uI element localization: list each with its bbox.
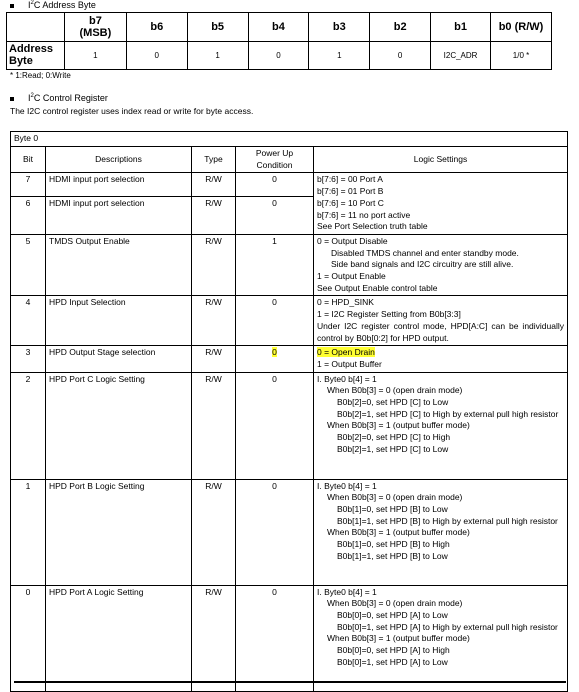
highlighted-value: 0 xyxy=(272,347,277,358)
value-b0: 1/0 * xyxy=(491,41,552,70)
logic-line: See Output Enable control table xyxy=(317,282,438,293)
cell-power-up: 0 xyxy=(236,479,314,585)
cell-description: HPD Port A Logic Setting xyxy=(46,585,192,691)
cell-power-up: 1 xyxy=(236,234,314,296)
cell-bit: 0 xyxy=(11,585,46,691)
logic-line: I. Byte0 b[4] = 1 xyxy=(317,586,377,597)
cell-logic-settings xyxy=(314,296,568,346)
col-header-descriptions: Descriptions xyxy=(46,147,192,173)
header-b5: b5 xyxy=(187,13,248,42)
logic-line: B0b[0]=0, set HPD [A] to Low xyxy=(337,610,448,621)
header-b6: b6 xyxy=(126,13,187,42)
logic-line: When B0b[3] = 0 (open drain mode) xyxy=(327,598,463,609)
col-header-bit: Bit xyxy=(11,147,46,173)
cell-bit: 6 xyxy=(11,197,46,235)
logic-line: I. Byte0 b[4] = 1 xyxy=(317,480,377,491)
bullet-icon xyxy=(10,97,14,101)
heading-text: C Address Byte xyxy=(33,0,96,10)
table-title: Byte 0 xyxy=(11,132,568,147)
header-b1: b1 xyxy=(431,13,491,42)
cell-description: HDMI input port selection xyxy=(46,173,192,197)
heading-text: C Control Register xyxy=(33,93,108,103)
header-b4: b4 xyxy=(248,13,309,42)
cell-description: HPD Input Selection xyxy=(46,296,192,346)
row-label-address-byte: Address Byte xyxy=(7,41,65,70)
heading-sup: 2 xyxy=(30,0,34,6)
col-header-power-up: Power Up Condition xyxy=(236,147,314,173)
cell-power-up xyxy=(236,346,314,372)
logic-line: 1 = I2C Register Setting from B0b[3:3] xyxy=(317,309,461,320)
section-description: The I2C control register uses index read or write for byte access. xyxy=(10,106,254,116)
logic-line: 0 = Output Disable xyxy=(317,235,388,246)
control-register-table xyxy=(10,131,568,692)
logic-line: B0b[0]=1, set HPD [A] to Low xyxy=(337,656,448,667)
cell-power-up: 0 xyxy=(236,585,314,691)
value-b4: 0 xyxy=(248,41,309,70)
logic-line: B0b[2]=0, set HPD [C] to Low xyxy=(337,397,449,408)
logic-line: Under I2C register control mode, HPD[A:C] can be individually control by B0b[0:2] for HPD output. xyxy=(317,320,565,343)
cell-type: R/W xyxy=(192,197,236,235)
bullet-icon xyxy=(10,4,14,8)
cell-type: R/W xyxy=(192,173,236,197)
cell-bit: 5 xyxy=(11,234,46,296)
value-b6: 0 xyxy=(126,41,187,70)
logic-line: b[7:6] = 10 Port C xyxy=(317,197,384,208)
logic-line: B0b[0]=1, set HPD [A] to High by external pull high resistor xyxy=(337,621,558,632)
value-b2: 0 xyxy=(370,41,431,70)
footnote: * 1:Read; 0:Write xyxy=(10,71,71,80)
logic-line: B0b[2]=1, set HPD [C] to Low xyxy=(337,443,449,454)
logic-line: B0b[1]=1, set HPD [B] to Low xyxy=(337,550,448,561)
cell-bit: 3 xyxy=(11,346,46,372)
heading-sup: 2 xyxy=(30,93,34,99)
cell-bit: 1 xyxy=(11,479,46,585)
cell-logic-settings xyxy=(314,173,568,235)
logic-line: b[7:6] = 11 no port active xyxy=(317,209,411,220)
logic-line: Side band signals and I2C circuitry are still alive. xyxy=(331,259,514,270)
logic-line xyxy=(317,347,564,359)
bottom-divider xyxy=(14,681,566,683)
corner-cell xyxy=(7,13,65,42)
header-b2: b2 xyxy=(370,13,431,42)
cell-logic-settings xyxy=(314,346,568,372)
logic-line: When B0b[3] = 0 (open drain mode) xyxy=(327,492,463,503)
cell-description: HPD Port C Logic Setting xyxy=(46,372,192,479)
cell-type: R/W xyxy=(192,585,236,691)
cell-power-up: 0 xyxy=(236,197,314,235)
cell-bit: 4 xyxy=(11,296,46,346)
cell-logic-settings xyxy=(314,479,568,585)
logic-line: B0b[1]=0, set HPD [B] to High xyxy=(337,539,450,550)
table-row xyxy=(11,173,568,197)
cell-type: R/W xyxy=(192,234,236,296)
section-heading-address-byte xyxy=(10,0,96,10)
header-b3: b3 xyxy=(309,13,370,42)
logic-line: 1 = Output Enable xyxy=(317,271,386,282)
logic-line: When B0b[3] = 0 (open drain mode) xyxy=(327,385,463,396)
cell-bit: 2 xyxy=(11,372,46,479)
table-row xyxy=(11,346,568,372)
heading-text: I xyxy=(28,93,31,103)
cell-description: HPD Output Stage selection xyxy=(46,346,192,372)
value-b7: 1 xyxy=(64,41,126,70)
logic-line: I. Byte0 b[4] = 1 xyxy=(317,373,377,384)
table-row xyxy=(11,234,568,296)
value-b1: I2C_ADR xyxy=(431,41,491,70)
cell-type: R/W xyxy=(192,296,236,346)
cell-logic-settings xyxy=(314,585,568,691)
header-b7: b7 (MSB) xyxy=(64,13,126,42)
logic-line: When B0b[3] = 1 (output buffer mode) xyxy=(327,527,470,538)
logic-line: When B0b[3] = 1 (output buffer mode) xyxy=(327,633,470,644)
table-row xyxy=(11,372,568,479)
highlighted-logic: 0 = Open Drain xyxy=(317,347,375,358)
cell-type: R/W xyxy=(192,346,236,372)
cell-logic-settings xyxy=(314,234,568,296)
logic-line: B0b[1]=0, set HPD [B] to Low xyxy=(337,504,448,515)
heading-text: I xyxy=(28,0,31,10)
cell-logic-settings xyxy=(314,372,568,479)
logic-line: B0b[0]=0, set HPD [A] to High xyxy=(337,645,450,656)
cell-power-up: 0 xyxy=(236,372,314,479)
logic-line: B0b[2]=0, set HPD [C] to High xyxy=(337,432,451,443)
table-row xyxy=(11,479,568,585)
logic-line: Disabled TMDS channel and enter standby mode. xyxy=(331,247,519,258)
logic-line: B0b[1]=1, set HPD [B] to High by external pull high resistor xyxy=(337,515,558,526)
table-row xyxy=(11,296,568,346)
cell-description: TMDS Output Enable xyxy=(46,234,192,296)
logic-line: When B0b[3] = 1 (output buffer mode) xyxy=(327,420,470,431)
logic-line: 0 = HPD_SINK xyxy=(317,297,374,308)
logic-line: See Port Selection truth table xyxy=(317,221,428,232)
section-heading-control-register xyxy=(10,93,108,103)
logic-line: B0b[2]=1, set HPD [C] to High by external pull high resistor xyxy=(337,408,559,419)
value-b5: 1 xyxy=(187,41,248,70)
col-header-logic-settings: Logic Settings xyxy=(314,147,568,173)
value-b3: 1 xyxy=(309,41,370,70)
cell-power-up: 0 xyxy=(236,296,314,346)
cell-description: HDMI input port selection xyxy=(46,197,192,235)
cell-power-up: 0 xyxy=(236,173,314,197)
logic-line: 1 = Output Buffer xyxy=(317,358,382,369)
cell-type: R/W xyxy=(192,479,236,585)
cell-description: HPD Port B Logic Setting xyxy=(46,479,192,585)
address-byte-table xyxy=(6,12,552,70)
header-b0: b0 (R/W) xyxy=(491,13,552,42)
logic-line: b[7:6] = 00 Port A xyxy=(317,174,383,185)
cell-type: R/W xyxy=(192,372,236,479)
table-row xyxy=(11,585,568,691)
logic-line: b[7:6] = 01 Port B xyxy=(317,186,384,197)
col-header-type: Type xyxy=(192,147,236,173)
cell-bit: 7 xyxy=(11,173,46,197)
